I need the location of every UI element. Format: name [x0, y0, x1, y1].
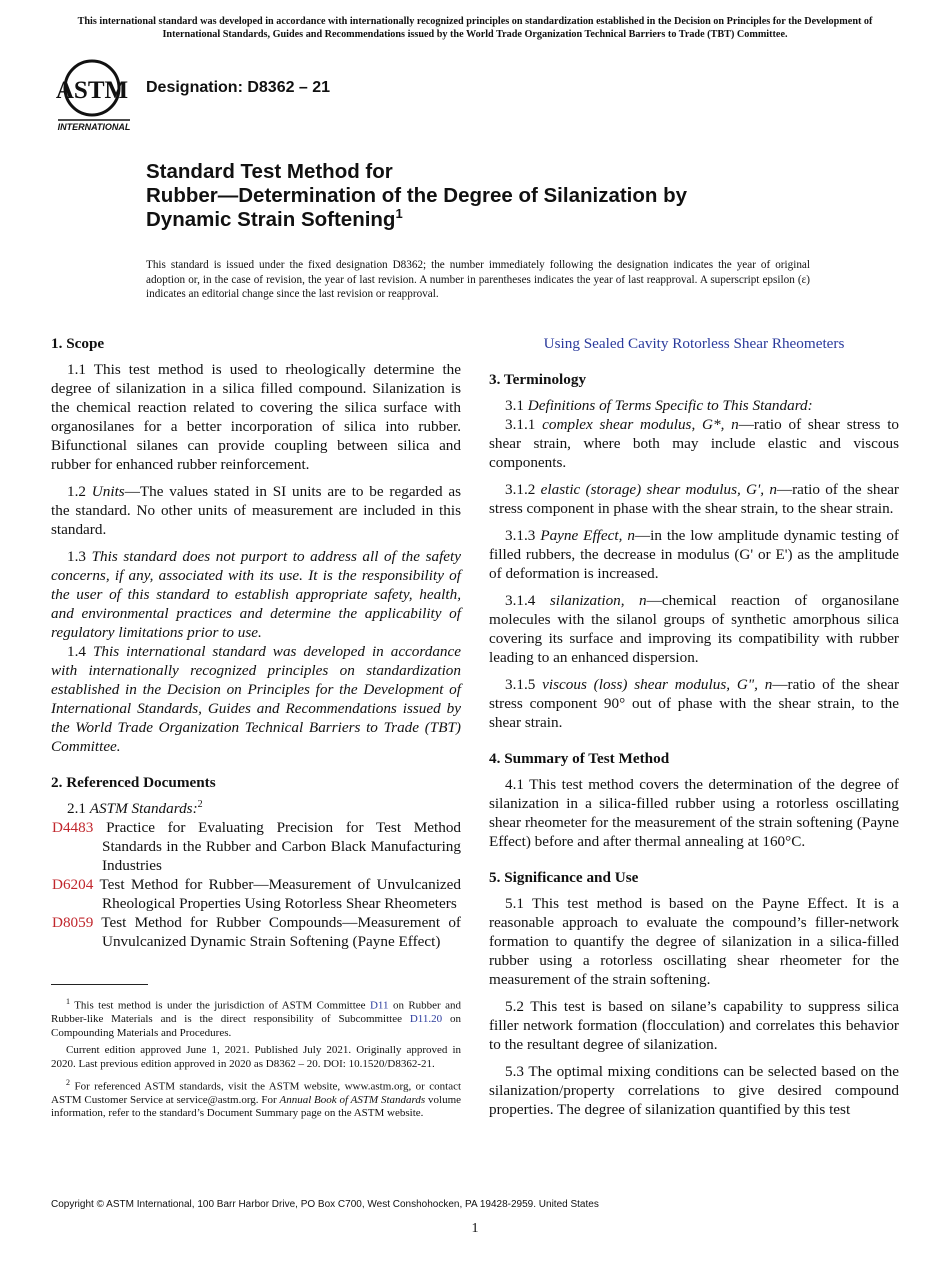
para-num: 1.2	[67, 483, 86, 500]
footnote-text: For referenced ASTM standards, visit the ASTM website, www.astm.org, or contact ASTM Customer Service at service@astm.org. For	[51, 1080, 462, 1106]
paragraph-5-2: 5.2 This test is based on silane’s capability to suppress silica filler network formation (flocculation) and correlates this behavior to the resultant degree of silanization.	[489, 998, 899, 1053]
document-title	[146, 160, 906, 232]
para-num: 1.3	[67, 548, 86, 565]
para-term: ASTM Standards:	[89, 800, 198, 817]
reference-continuation: Using Sealed Cavity Rotorless Shear Rheometers	[543, 335, 845, 352]
paragraph-1-4	[51, 642, 461, 756]
defined-term: viscous (loss) shear modulus, G", n	[542, 676, 773, 693]
para-num: 1.4	[67, 643, 86, 660]
definition-text: —ratio of shear stress to shear strain, where both may include elastic and viscous components.	[489, 416, 900, 471]
footnote-mark: 2	[66, 1077, 70, 1087]
reference-item	[36, 818, 461, 875]
para-num: 3.1.4	[505, 592, 536, 609]
definition-text: —ratio of the shear stress component 90° out of phase with the shear strain, to the shear strain.	[489, 676, 900, 731]
logo-subtext: INTERNATIONAL	[57, 122, 131, 132]
definition-3-1-3	[489, 526, 899, 583]
para-num: 3.1.3	[505, 527, 536, 544]
footnote-ref: 2	[197, 798, 203, 810]
footnote-mark: 1	[66, 997, 70, 1006]
subcommittee-link[interactable]: D11.20	[409, 1013, 443, 1026]
title-line-2: Rubber—Determination of the Degree of Silanization by	[146, 184, 688, 207]
section-2-heading: 2. Referenced Documents	[51, 774, 216, 791]
title-line-1: Standard Test Method for	[146, 160, 393, 183]
para-num: 3.1	[505, 397, 524, 414]
astm-logo-icon	[52, 58, 136, 134]
section-4-heading: 4. Summary of Test Method	[489, 750, 670, 767]
designation: Designation: D8362 – 21	[146, 79, 331, 96]
paragraph-3-1	[489, 396, 899, 415]
top-notice: This international standard was developed in accordance with internationally recognized principles on standardization established in the Decision on Principles for the Development of International Standards, Guides and Recommendations issued by the World Trade Organization Technical Barriers to Trade (TBT) Committee.	[77, 16, 873, 40]
left-column	[51, 334, 461, 1125]
section-3-heading: 3. Terminology	[489, 371, 587, 388]
reference-code-link[interactable]: D4483	[52, 819, 94, 836]
footnote-italic: Annual Book of ASTM Standards	[279, 1093, 426, 1106]
reference-title: Test Method for Rubber Compounds—Measurement of Unvulcanized Dynamic Strain Softening (Payne Effect)	[101, 914, 461, 950]
para-term: Units	[91, 483, 125, 500]
reference-item	[36, 875, 461, 913]
definition-text: —in the low amplitude dynamic testing of filled rubbers, the decrease in modulus (G' or E') as the amplitude of deformation is increased.	[489, 527, 899, 582]
para-num: 3.1.2	[505, 481, 536, 498]
section-1-heading: 1. Scope	[51, 335, 105, 352]
footnote-text: This test method is under the jurisdiction of ASTM Committee	[74, 999, 366, 1012]
defined-term: silanization, n	[549, 592, 647, 609]
reference-title: Practice for Evaluating Precision for Test Method Standards in the Rubber and Carbon Black Manufacturing Industries	[102, 819, 462, 874]
defined-term: elastic (storage) shear modulus, G', n	[540, 481, 777, 498]
footnote-text: on Compounding Materials and Procedures.	[51, 1013, 462, 1039]
issued-note: This standard is issued under the fixed designation D8362; the number immediately following the designation indicates the year of original adoption or, in the case of revision, the year of last revision. A number in parentheses indicates the year of last reapproval. A superscript epsilon (ε) indicates an editorial change since the last revision or reapproval.	[146, 259, 810, 300]
copyright-notice: Copyright © ASTM International, 100 Barr Harbor Drive, PO Box C700, West Conshohocken, PA 19428-2959. United States	[51, 1199, 599, 1210]
reference-code-link[interactable]: D8059	[52, 914, 94, 931]
page-number: 1	[471, 1221, 479, 1236]
definition-text: —ratio of the shear stress component in phase with the shear strain, to the shear strain.	[489, 481, 899, 517]
definition-text: —chemical reaction of organosilane molecules with the silanol groups of synthetic amorphous silica covering its surface and improving its compatibility with rubber leading to an enhanced dispersion.	[489, 592, 900, 666]
footnote-divider	[51, 984, 148, 985]
astm-logo	[52, 58, 136, 134]
footnote-1	[51, 995, 461, 1040]
committee-link[interactable]: D11	[369, 999, 389, 1012]
paragraph-5-3: 5.3 The optimal mixing conditions can be selected based on the silanization/property correlations to give desired compound properties. The degree of silanization quantified by this test	[489, 1063, 899, 1118]
footnote-2	[51, 1076, 461, 1121]
footnote-text: on Rubber and Rubber-like Materials and is the direct responsibility of Subcommittee	[51, 999, 462, 1026]
defined-term: Payne Effect, n	[540, 527, 635, 544]
right-column	[489, 334, 899, 1119]
definition-3-1-1	[489, 415, 899, 472]
definition-3-1-5	[489, 675, 899, 732]
reference-item	[36, 913, 461, 951]
paragraph-1-3	[51, 547, 461, 642]
defined-term: complex shear modulus, G*, n	[542, 416, 739, 433]
para-num: 2.1	[67, 800, 86, 817]
paragraph-4-1: 4.1 This test method covers the determination of the degree of silanization in a silica-filled rubber using a rotorless oscillating shear rheometer for the measurement of the strain softening (Payne Effect) before and after thermal annealing at 160°C.	[489, 776, 899, 850]
title-line-3: Dynamic Strain Softening	[146, 208, 396, 231]
definition-3-1-2	[489, 480, 899, 518]
para-num: 3.1.5	[505, 676, 536, 693]
title-footnote-mark: 1	[395, 206, 403, 222]
reference-title: Test Method for Rubber—Measurement of Unvulcanized Rheological Properties Using Rotorless Shear Rheometers	[99, 876, 461, 912]
para-term: Definitions of Terms Specific to This Standard:	[527, 397, 813, 414]
section-5-heading: 5. Significance and Use	[489, 869, 639, 886]
logo-text: ASTM	[55, 77, 129, 104]
paragraph-1-1: 1.1 This test method is used to rheologically determine the degree of silanization in a silica filled compound. Silanization is the chemical reaction related to covering the silica surface with organosilanes for a better incorporation of silica into rubber. Bifunctional silanes can provide coupling between silica and rubber for enhanced rubber reinforcement.	[51, 361, 461, 473]
reference-code-link[interactable]: D6204	[52, 876, 94, 893]
paragraph-2-1	[51, 799, 461, 818]
footnote-1-edition: Current edition approved June 1, 2021. Published July 2021. Originally approved in 2020. Last previous edition approved in 2020 as D8362 – 20. DOI: 10.1520/D8362-21.	[51, 1044, 461, 1071]
definition-3-1-4	[489, 591, 899, 667]
para-num: 3.1.1	[505, 416, 536, 433]
paragraph-1-2	[51, 482, 461, 539]
para-text: —The values stated in SI units are to be regarded as the standard. No other units of measurement are included in this standard.	[51, 483, 461, 538]
para-text: This international standard was developed in accordance with internationally recognized principles on standardization established in the Decision on Principles for the Development of International Standards, Guides and Recommendations issued by the World Trade Organization Technical Barriers to Trade (TBT) Committee.	[51, 643, 462, 755]
para-text: This standard does not purport to address all of the safety concerns, if any, associated with its use. It is the responsibility of the user of this standard to establish appropriate safety, health, and environmental practices and determine the applicability of regulatory limitations prior to use.	[51, 548, 462, 641]
footnote-text: volume information, refer to the standard’s Document Summary page on the ASTM website.	[51, 1093, 462, 1120]
paragraph-5-1: 5.1 This test method is based on the Payne Effect. It is a reasonable approach to evaluate the compound’s filler-network formation to quantify the degree of silanization in a silica-filled rubber using a rotorless oscillating shear rheometer for the measurement of the strain softening.	[489, 895, 899, 988]
